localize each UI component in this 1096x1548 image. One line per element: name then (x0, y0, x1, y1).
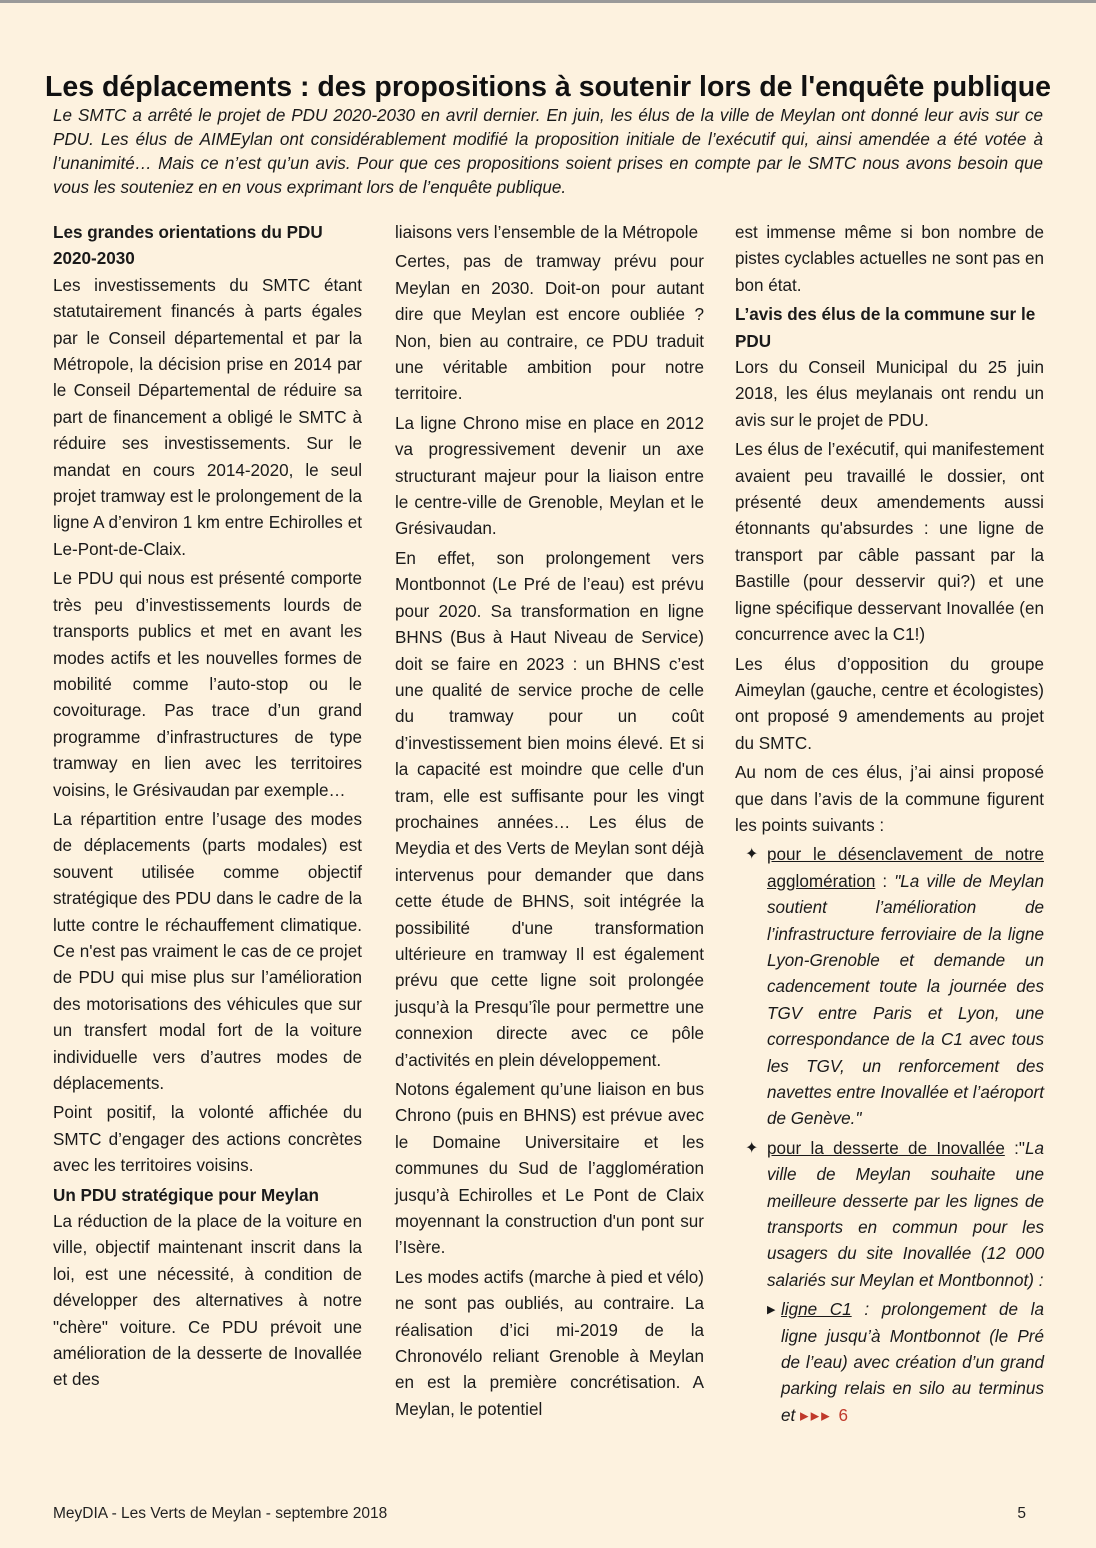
section-heading: Un PDU stratégique pour Meylan (53, 1185, 319, 1205)
column-1 (53, 220, 362, 1397)
paragraph: La ligne Chrono mise en place en 2012 va progressivement devenir un axe structurant majeur pour la liaison entre le centre-ville de Grenoble, Meylan et le Grésivaudan. (395, 413, 704, 539)
bullet-text: La ville de Meylan souhaite une meilleure desserte par les lignes de transports en commun pour les usagers du site Inovallée (12 000 salariés sur Meylan et Montbonnot) : (767, 1138, 1044, 1290)
paragraph: Au nom de ces élus, j’ai ainsi proposé que dans l’avis de la commune figurent les points suivants : (735, 763, 1044, 835)
paragraph: liaisons vers l’ensemble de la Métropole (395, 223, 699, 242)
bullet-item: ✦ pour le désenclavement de notre agglomération : "La ville de Meylan soutient l’amélioration de l’infrastructure ferroviaire de la ligne Lyon-Grenoble et demande un cadencement toute la journée des TGV entre Paris et Lyon, une correspondance de la C1 avec tous les TGV, un renforcement des navettes entre Inovallée et l’aéroport de Genève." (735, 842, 1044, 1132)
paragraph: Les élus d’opposition du groupe Aimeylan (gauche, centre et écologistes) ont proposé 9 amendements au projet du SMTC. (735, 654, 1044, 753)
bullet-label: pour la desserte de Inovallée (767, 1138, 1005, 1158)
paragraph: Certes, pas de tramway prévu pour Meylan en 2030. Doit-on pour autant dire que Meylan est encore oubliée ? Non, bien au contraire, ce PDU traduit une véritable ambition pour notre territoire. (395, 252, 704, 404)
footer-text: MeyDIA - Les Verts de Meylan - septembre 2018 (53, 1505, 388, 1522)
paragraph: Les investissements du SMTC étant statutairement financés à parts égales par le Conseil départemental et par la Métropole, la décision prise en 2014 par le Conseil Départemental de réduire sa part de financement a obligé le SMTC à réduire ses investissements. Sur le mandat en cours 2014-2020, le seul projet tramway est le prolongement de la ligne A d’environ 1 km entre Echirolles et Le-Pont-de-Claix. (53, 275, 362, 559)
sub-bullet-label: ligne C1 (781, 1300, 852, 1320)
paragraph: est immense même si bon nombre de pistes cyclables actuelles ne sont pas en bon état. (735, 223, 1044, 295)
paragraph: Lors du Conseil Municipal du 25 juin 2018, les élus meylanais ont rendu un avis sur le projet de PDU. (735, 358, 1044, 430)
paragraph: En effet, son prolongement vers Montbonnot (Le Pré de l’eau) est prévu pour 2020. Sa transformation en ligne BHNS (Bus à Haut Niveau de Service) doit se faire en 2023 : un BHNS c’est une qualité de service proche de celle du tramway pour un coût d’investissement bien moins élevé. Et si la capacité est moindre que celle d'un tram, elle est suffisante pour les vingt prochaines années… Les élus de Meydia et des Verts de Meylan sont déjà intervenus pour demander que dans cette étude de BHNS, soit intégrée la possibilité d'une transformation ultérieure en tramway Il est également prévu que cette ligne soit prolongée jusqu’à la Presqu’île pour permettre une connexion directe avec ce pôle d’activités en plein développement. (395, 548, 704, 1070)
sub-bullet-text: : prolongement de la ligne jusqu’à Montbonnot (le Pré de l’eau) avec création d’un grand parking relais en silo au terminus et (781, 1300, 1044, 1425)
continued-on-page: ▸▸▸ 6 (800, 1405, 851, 1425)
column-3 (735, 220, 1044, 1429)
intro-paragraph: Le SMTC a arrêté le projet de PDU 2020-2030 en avril dernier. En juin, les élus de la ville de Meylan ont donné leur avis sur ce PDU. Les élus de AIMEylan ont considérablement modifié la proposition initiale de l’exécutif qui, ainsi amendée a été votée à l’unanimité… Mais ce n’est qu’un avis. Pour que ces propositions soient prises en compte par le SMTC nous avons besoin que vous les souteniez en en vous exprimant lors de l’enquête publique. (53, 106, 1043, 197)
sub-bullet-item (767, 1297, 1044, 1429)
bullet-label: pour le désenclavement de notre agglomération (767, 845, 1044, 891)
page-title: Les déplacements : des propositions à soutenir lors de l'enquête publique (44, 71, 1052, 104)
bullet-text: "La ville de Meylan soutient l’amélioration de l’infrastructure ferroviaire de la ligne Lyon-Grenoble et demande un cadencement toute la journée des TGV entre Paris et Lyon, une correspondance de la C1 avec tous les TGV, un renforcement des navettes entre Inovallée et l’aéroport de Genève." (767, 871, 1044, 1129)
paragraph: Le PDU qui nous est présenté comporte très peu d’investissements lourds de transports publics et met en avant les modes actifs et les nouvelles formes de mobilité comme l’auto-stop ou le covoiturage. Pas trace d’un grand programme d’infrastructures de type tramway en lien avec les territoires voisins, le Grésivaudan par exemple… (53, 569, 362, 800)
page-number: 5 (1017, 1505, 1026, 1522)
star-bullet-icon: ✦ (745, 1139, 759, 1157)
paragraph: La réduction de la place de la voiture en ville, objectif maintenant inscrit dans la loi, est une nécessité, à condition de développer des alternatives à notre "chère" voiture. Ce PDU prévoit une amélioration de la desserte de Inovallée et des (53, 1212, 362, 1390)
section-heading: L’avis des élus de la commune sur le PDU (735, 305, 1036, 351)
section-heading: Les grandes orientations du PDU 2020-2030 (53, 223, 323, 269)
bullet-item: ✦ pour la desserte de Inovallée :"La ville de Meylan souhaite une meilleure desserte par les lignes de transports en commun pour les usagers du site Inovallée (12 000 salariés sur Meylan et Montbonnot) : (735, 1136, 1044, 1294)
column-2 (395, 220, 704, 1426)
triangle-bullet-icon: ▶ (767, 1304, 776, 1317)
paragraph: Point positif, la volonté affichée du SMTC d’engager des actions concrètes avec les territoires voisins. (53, 1103, 362, 1176)
star-bullet-icon: ✦ (745, 846, 759, 864)
top-rule (0, 0, 1096, 3)
paragraph: Notons également qu’une liaison en bus Chrono (puis en BHNS) est prévue avec le Domaine Universitaire et les communes du Sud de l’agglomération jusqu’à Echirolles et Le Pont de Claix moyennant la construction d'un pont sur l’Isère. (395, 1080, 704, 1258)
paragraph: Les élus de l’exécutif, qui manifestement avaient peu travaillé le dossier, ont présenté deux amendements aussi étonnants qu'absurdes : une ligne de transport par câble passant par la Bastille (pour desservir qui?) et une ligne spécifique desservant Inovallée (en concurrence avec la C1!) (735, 440, 1044, 645)
paragraph: La répartition entre l’usage des modes de déplacements (parts modales) est souvent utilisée comme objectif stratégique des PDU dans le cadre de la lutte contre le réchauffement climatique. Ce n'est pas vraiment le cas de ce projet de PDU qui mise plus sur l’amélioration des motorisations des véhicules que sur un transfert modal fort de la voiture individuelle vers d’autres modes de déplacements. (53, 809, 362, 1093)
paragraph: Les modes actifs (marche à pied et vélo) ne sont pas oubliés, au contraire. La réalisation d’ici mi-2019 de la Chronovélo reliant Grenoble à Meylan en est la première concrétisation. A Meylan, le potentiel (395, 1267, 704, 1419)
